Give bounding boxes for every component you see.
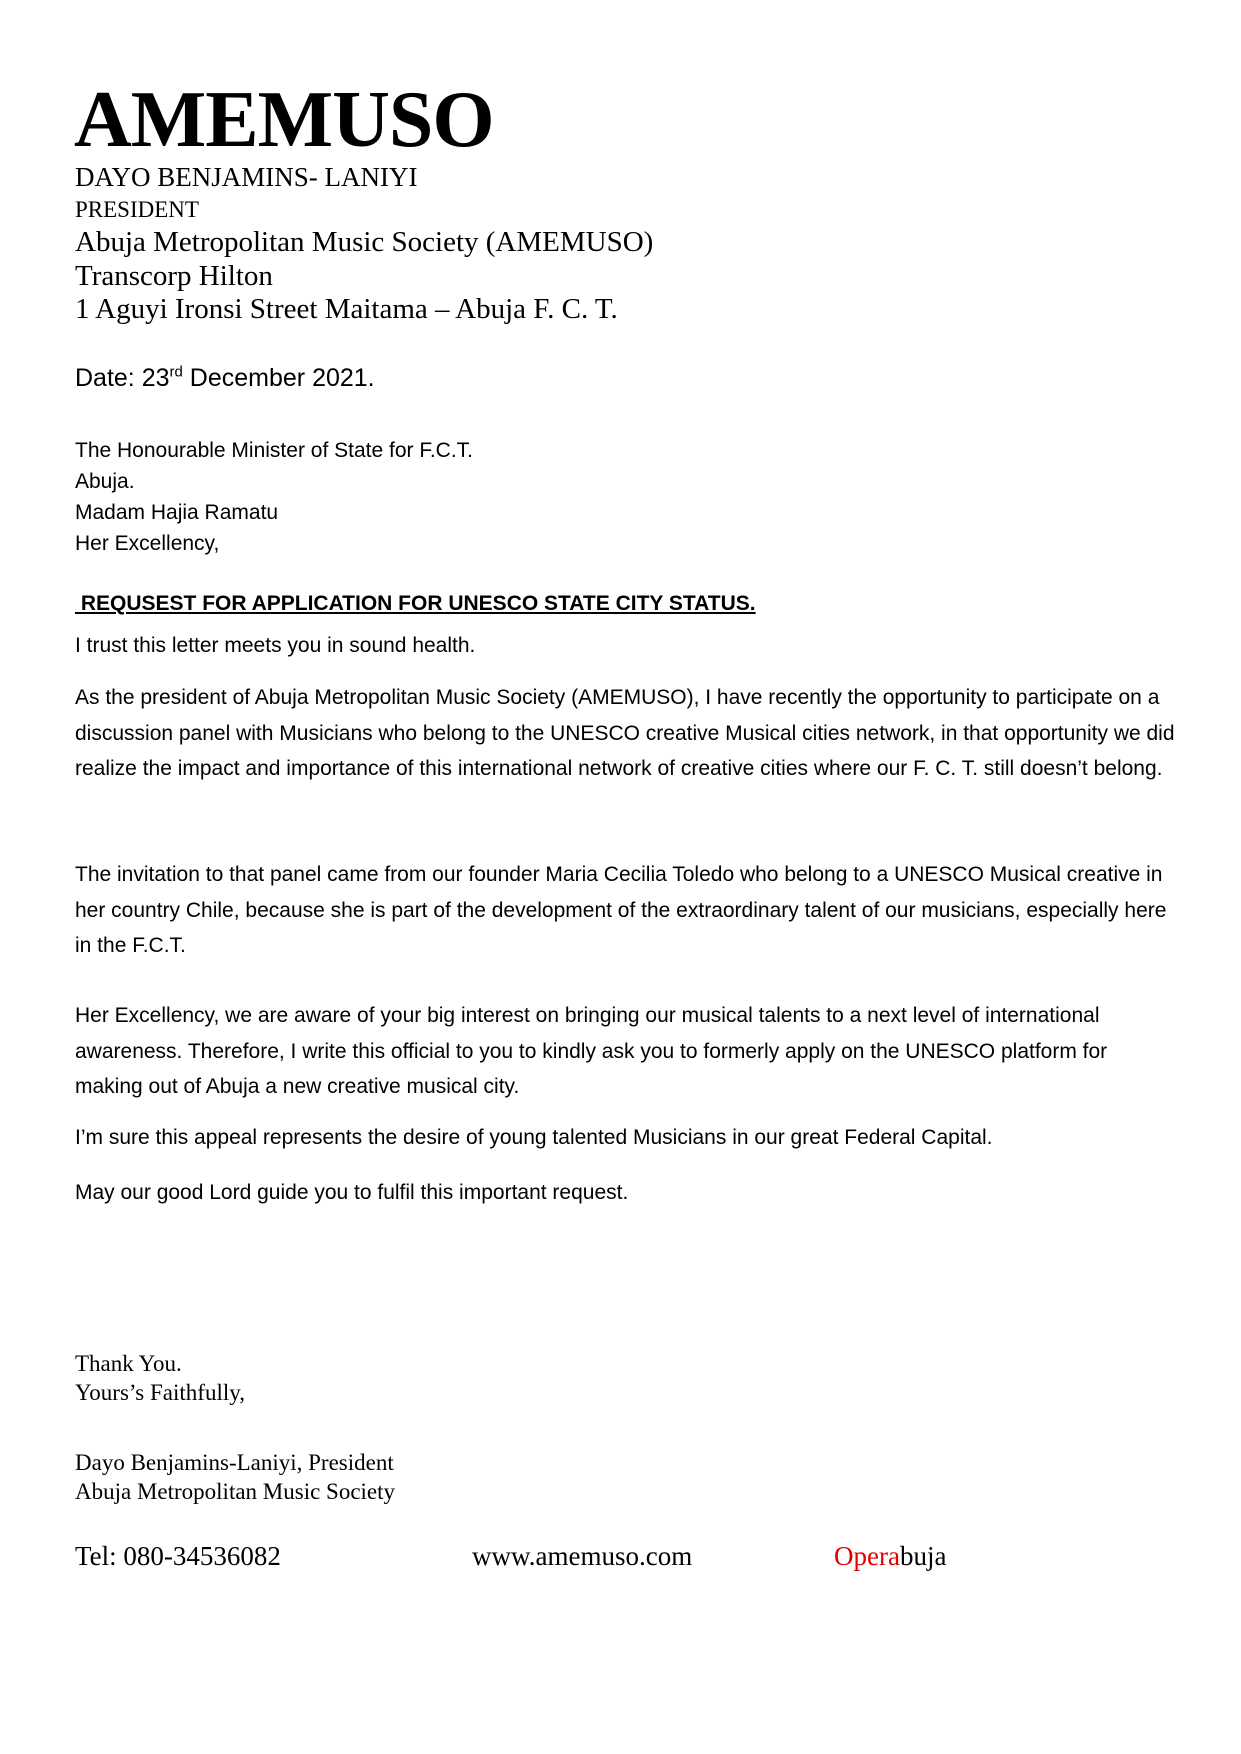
recipient-line: Abuja. [75,470,135,493]
letterhead-venue: Transcorp Hilton [75,260,273,292]
letter-date [75,364,375,393]
closing-block [75,1349,245,1407]
signature-organization: Abuja Metropolitan Music Society [75,1479,396,1504]
footer-telephone: Tel: 080-34536082 [75,1541,281,1571]
closing-valediction: Yours’s Faithfully, [75,1380,245,1405]
footer-brand-red: Opera [834,1541,900,1571]
date-prefix: Date: 23 [75,364,170,392]
signature-name: Dayo Benjamins-Laniyi, President [75,1450,394,1475]
recipient-block [75,435,473,559]
body-paragraph: I’m sure this appeal represents the desire of young talented Musicians in our great Federal Capital. [75,1126,993,1149]
footer-website: www.amemuso.com [472,1541,693,1571]
body-paragraph: The invitation to that panel came from our founder Maria Cecilia Toledo who belong to a UNESCO Musical creative in her country Chile, because she is part of the development of the extraordinary talent of our musicians, especially here in the F.C.T. [75,863,1167,957]
letterhead-name: DAYO BENJAMINS- LANIYI [75,162,418,192]
recipient-line: Madam Hajia Ramatu [75,501,279,524]
footer-brand-black: buja [899,1541,947,1571]
date-rest: December 2021. [182,364,375,392]
letterhead-title: PRESIDENT [75,197,199,222]
letter-subject: REQUSEST FOR APPLICATION FOR UNESCO STATE CITY STATUS. [75,592,756,615]
body-paragraph: As the president of Abuja Metropolitan Music Society (AMEMUSO), I have recently the opportunity to participate on a discussion panel with Musicians who belong to the UNESCO creative Musical cities network, in that opportunity we did realize the impact and importance of this international network of creative cities where our F. C. T. still doesn’t belong. [75,686,1175,780]
recipient-line: The Honourable Minister of State for F.C.T. [75,439,474,462]
footer-brand [834,1541,946,1572]
body-paragraph: I trust this letter meets you in sound health. [75,634,476,657]
letterhead-organization: Abuja Metropolitan Music Society (AMEMUSO) [75,226,654,258]
letterhead-street: 1 Aguyi Ironsi Street Maitama – Abuja F. C. T. [75,293,618,325]
date-ordinal-suffix: rd [169,363,183,381]
recipient-line: Her Excellency, [75,532,220,555]
body-paragraph: May our good Lord guide you to fulfil this important request. [75,1181,629,1204]
signature-block [75,1448,395,1506]
closing-thanks: Thank You. [75,1351,182,1376]
letterhead-brand: AMEMUSO [74,76,494,164]
body-paragraph: Her Excellency, we are aware of your big interest on bringing our musical talents to a next level of international awareness. Therefore, I write this official to you to kindly ask you to formerly apply on the UNESCO platform for making out of Abuja a new creative musical city. [75,1004,1108,1098]
